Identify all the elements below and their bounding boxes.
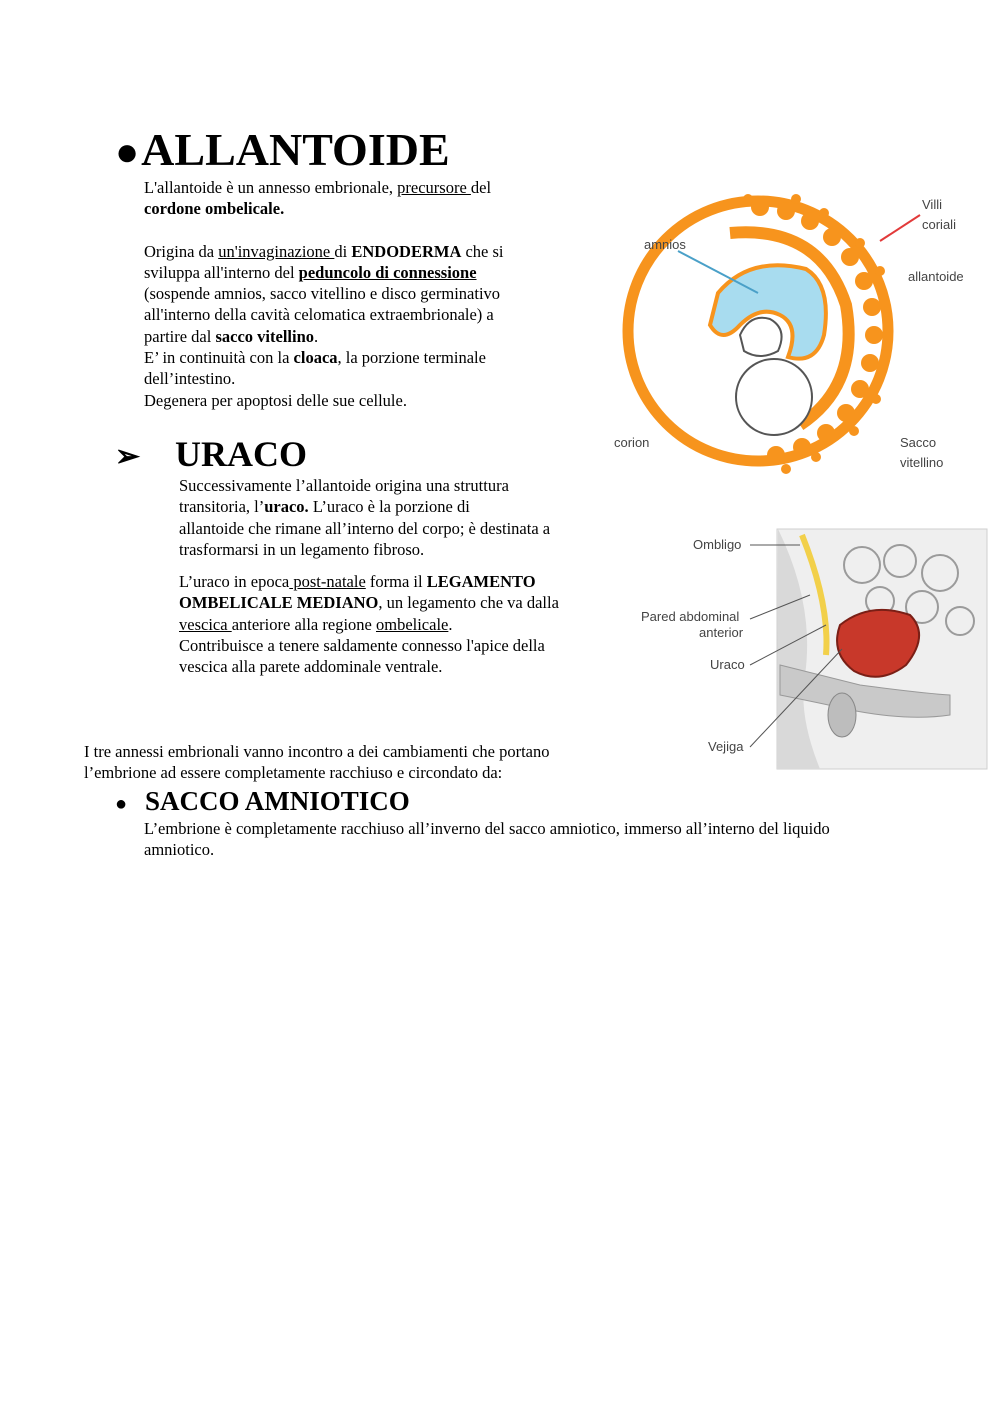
- text-line: OMBELICALE MEDIANO, un legamento che va dalla: [179, 593, 559, 613]
- heading-sacco-amniotico: [115, 784, 410, 821]
- label-corion: corion: [614, 435, 650, 450]
- text-line: dell’intestino.: [144, 369, 236, 389]
- text-line: l’embrione ad essere completamente racchiuso e circondato da:: [84, 763, 503, 783]
- label-villi: Villi: [922, 197, 942, 212]
- text-line: partire dal sacco vitellino.: [144, 326, 319, 346]
- text-line: transitoria, l’uraco. L’uraco è la porzione di: [179, 497, 470, 517]
- heading-uraco: [115, 432, 307, 479]
- text-line: cordone ombelicale.: [144, 199, 285, 219]
- text-line: L'allantoide è un annesso embrionale, precursore del: [144, 178, 492, 197]
- figure-uraco-anatomy: [630, 525, 992, 773]
- text-line: Origina da un'invaginazione di ENDODERMA che si: [144, 241, 504, 261]
- label-allantoide: allantoide: [908, 269, 964, 284]
- text-line: Degenera per apoptosi delle sue cellule.: [144, 390, 407, 410]
- text-line: L’uraco in epoca post-natale forma il LEGAMENTO: [179, 572, 536, 592]
- text-line: vescica alla parete addominale ventrale.: [179, 657, 443, 677]
- label-pared-1: Pared abdominal: [641, 609, 740, 624]
- label-sacco: Sacco: [900, 435, 937, 450]
- text-line: E’ in continuità con la cloaca, la porzione terminale: [144, 348, 486, 368]
- bullet: ●: [115, 129, 140, 174]
- text-line: vescica anteriore alla regione ombelicale.: [179, 614, 453, 634]
- label-amnios: amnios: [644, 237, 686, 252]
- intro-text: [84, 741, 624, 784]
- text-line: Contribuisce a tenere saldamente connesso l'apice della: [179, 636, 545, 656]
- allantoide-text: [144, 177, 584, 411]
- label-uraco: Uraco: [710, 657, 745, 672]
- label-pared-2: anterior: [699, 625, 744, 640]
- sacco-amniotico-text: [144, 818, 944, 861]
- bullet: ●: [115, 792, 128, 815]
- label-vitellino: vitellino: [900, 455, 944, 470]
- label-vejiga: Vejiga: [708, 739, 744, 754]
- heading-allantoide-text: ALLANTOIDE: [141, 124, 450, 175]
- label-ombligo: Ombligo: [693, 537, 742, 552]
- text-line: amniotico.: [144, 840, 215, 860]
- heading-allantoide: [115, 124, 450, 178]
- label-coriali: coriali: [922, 217, 956, 232]
- embryo: [740, 318, 782, 356]
- text-line: all'interno della cavità celomatica extraembrionale) a: [144, 305, 494, 325]
- text-line: Successivamente l’allantoide origina una struttura: [179, 476, 509, 495]
- text-line: L’embrione è completamente racchiuso all’inverno del sacco amniotico, immerso all’interno del liquido: [144, 819, 830, 838]
- arrow-icon: ➢: [115, 440, 141, 473]
- text-line: allantoide che rimane all’interno del corpo; è destinata a: [179, 518, 551, 538]
- scrotum: [828, 693, 856, 737]
- text-line: I tre annessi embrionali vanno incontro a dei cambiamenti che portano: [84, 742, 550, 761]
- text-line: sviluppa all'interno del peduncolo di connessione: [144, 262, 477, 282]
- text-line: trasformarsi in un legamento fibroso.: [179, 539, 425, 559]
- text-line: (sospende amnios, sacco vitellino e disco germinativo: [144, 284, 501, 304]
- figure-allantoide-diagram: [610, 185, 990, 480]
- yolk-sac: [736, 359, 812, 435]
- heading-sacco-amniotico-text: SACCO AMNIOTICO: [145, 786, 410, 816]
- uraco-text: [179, 475, 619, 678]
- heading-uraco-text: URACO: [175, 434, 307, 474]
- pointer-line: [880, 215, 920, 241]
